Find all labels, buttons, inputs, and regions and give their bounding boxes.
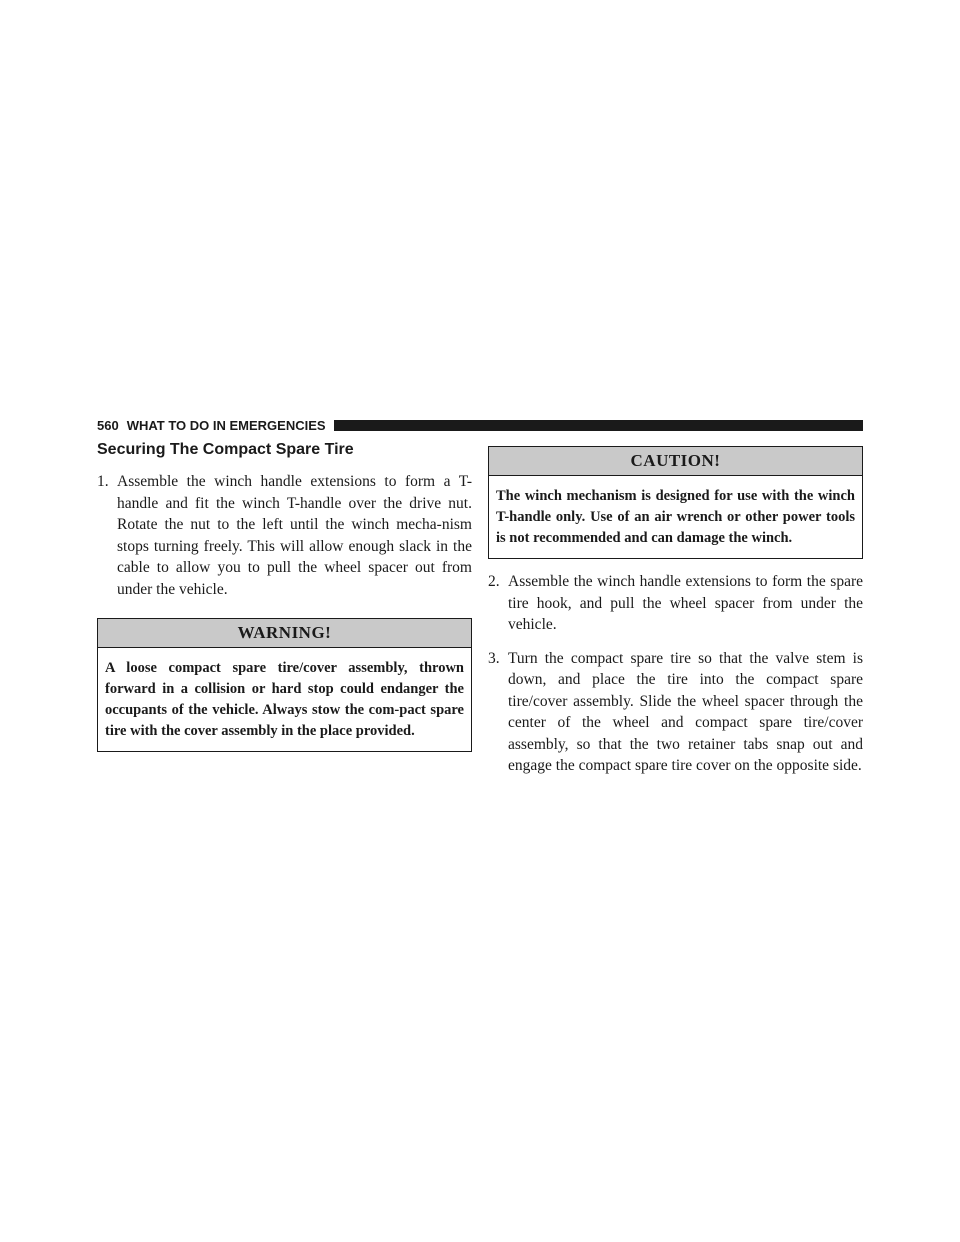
section-heading: Securing The Compact Spare Tire — [97, 441, 354, 458]
left-column — [97, 440, 472, 752]
step-2 — [488, 571, 863, 636]
warning-title: WARNING! — [98, 619, 471, 648]
step-1-number: 1. — [97, 473, 109, 490]
step-3-text: Turn the compact spare tire so that the valve stem is down, and place the tire into the compact spare tire/cover assembly. Slide the wheel spacer through the center of the wheel and compact spare tire/cover assembly, so that the two retainer tabs snap out and engage the compact spare tire cover on the opposite side. — [508, 649, 863, 774]
warning-text: A loose compact spare tire/cover assembly, thrown forward in a collision or hard stop could endanger the occupants of the vehicle. Always stow the com-pact spare tire with the cover assembly in the place provided. — [105, 660, 464, 739]
section-title: WHAT TO DO IN EMERGENCIES — [126, 417, 326, 433]
caution-text: The winch mechanism is designed for use with the winch T-handle only. Use of an air wrench or other power tools is not recommended and can damage the winch. — [496, 488, 855, 546]
caution-box — [488, 446, 863, 559]
step-3-number: 3. — [488, 649, 500, 667]
step-1 — [97, 471, 472, 600]
caution-title: CAUTION! — [489, 447, 862, 476]
right-column — [488, 446, 863, 777]
page-number: 560 — [97, 417, 119, 433]
step-2-number: 2. — [488, 573, 500, 590]
page-header — [97, 415, 863, 435]
header-rule — [334, 420, 863, 431]
step-1-text: Assemble the winch handle extensions to form a T-handle and fit the winch T-handle over the drive nut. Rotate the nut to the left until the winch mecha-nism stops turning freely. This will allow enough slack in the cable to allow you to pull the wheel spacer out from under the vehicle. — [117, 473, 472, 598]
warning-box — [97, 618, 472, 752]
step-2-text: Assemble the winch handle extensions to form the spare tire hook, and pull the wheel spacer from under the vehicle. — [508, 573, 863, 633]
step-3 — [488, 648, 863, 777]
